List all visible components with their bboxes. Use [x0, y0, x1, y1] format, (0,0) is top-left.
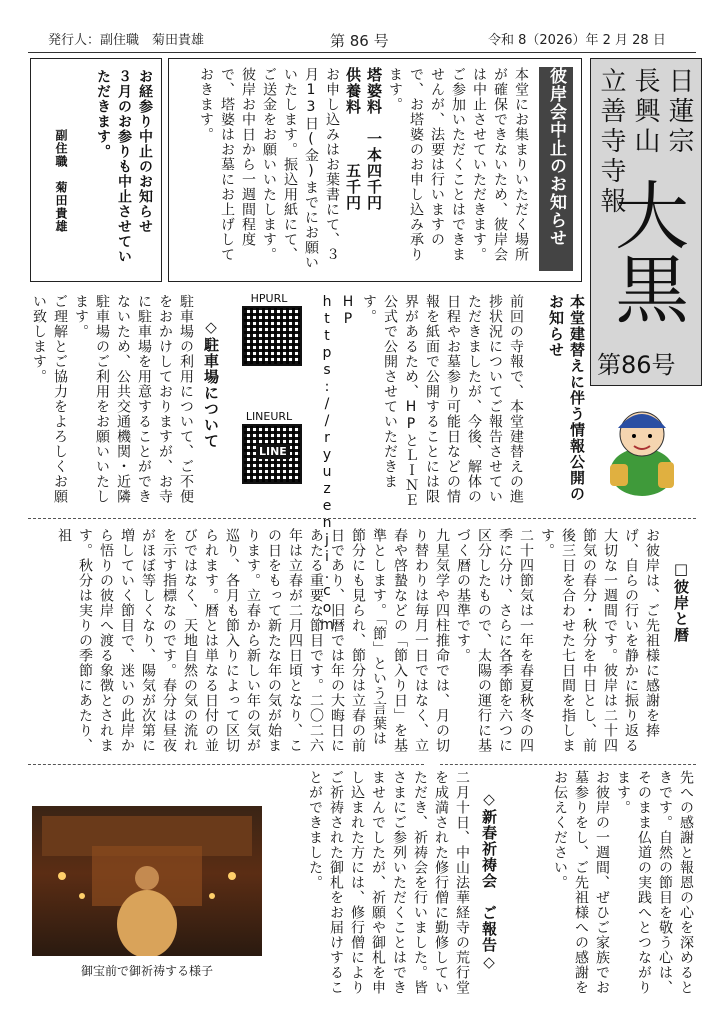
- higan-cancel-notice: [168, 58, 582, 282]
- masthead-mountain: 長興山: [630, 67, 660, 157]
- masthead-title: 大黒: [603, 177, 689, 325]
- okyo-cancel-text: ３月のお参りも中止させていただきます。: [95, 69, 132, 264]
- parking-text: 駐車場の利用について、ご不便をおかけしておりますが、お寺に駐車場を用意することができないため、公共交通機関・近隣駐車場のご利用をお願いいたします。: [73, 294, 194, 504]
- okyo-cancel-notice: [30, 58, 162, 282]
- daikoku-illustration: [604, 400, 680, 500]
- okyo-cancel-sign: 副住職 菊田貴雄: [54, 129, 68, 233]
- masthead: [590, 58, 702, 386]
- publisher-line: 発行人：副住職 菊田貴雄: [48, 33, 205, 48]
- higan-cancel-p4: 彼岸お中日から一週間程度で、塔婆はお墓にお上げしておきます。: [198, 67, 256, 262]
- prayer-body: 二月十日、中山法華経寺の荒行堂を成満された修行僧に勤修していただき、祈祷会を行いました。皆さまにご参列いただくことはできませんでしたが、祈願や御札を申し込まれた方には、修行僧によりご祈祷された御札をお届けすることができました。: [307, 770, 470, 995]
- lower-divider: [28, 764, 424, 765]
- parking-title: ◇駐車場について: [202, 318, 220, 449]
- rebuild-title: 本堂建替えに伴う情報公開のお知らせ: [547, 294, 586, 502]
- kuyo-fee: 供養料 五千円: [344, 67, 362, 211]
- higan-cancel-p1: 本堂にお集まりいただく場所が確保できないため、彼岸会は中止させていただきます。: [471, 67, 529, 262]
- higan-calendar-body: [30, 528, 662, 758]
- parking-thanks: ご理解とご協力をよろしくお願い致します。: [31, 294, 68, 504]
- higan-cancel-p3: お申し込みはお葉書にて、３月13日(金)までにお願いいたします。振込用紙にて、ご送金をお願いいたします。: [261, 67, 340, 270]
- higan-cancel-title: 彼岸会中止のお知らせ: [539, 67, 573, 271]
- masthead-issue: 第86号: [597, 351, 676, 379]
- masthead-temple: 立善寺寺報: [596, 67, 626, 217]
- line-logo-text: LINE: [256, 444, 290, 459]
- higan-cancel-p2: ご参加いただくことはできませんが、法要は行いますので、お塔婆のお申し込み承ります。: [387, 67, 466, 262]
- okyo-cancel-title: お経参り中止のお知らせ: [137, 69, 153, 234]
- section-divider: [28, 518, 696, 519]
- rebuild-body: [300, 294, 526, 634]
- hp-qr-code[interactable]: [242, 306, 302, 366]
- parking-body: [30, 294, 196, 508]
- line-qr-code[interactable]: [242, 424, 302, 484]
- higan-calendar-title: □彼岸と暦: [672, 560, 690, 643]
- hp-qr-label: HPURL: [250, 292, 288, 305]
- header-rule: [28, 52, 696, 53]
- higan-calendar-p1: お彼岸は、ご先祖様に感謝を捧げ、自らの行いを静かに振り返る大切な一週間です。彼岸は二十四節気の春分・秋分を中日とし、前後三日を合わせた七日間を指します。: [539, 528, 660, 753]
- prayer-title: ◇新春祈祷会 ご報告◇: [480, 790, 498, 972]
- higan-calendar-p5: お彼岸の一週間、ぜひご家族でお墓参りをし、ご先祖様への感謝をお伝えください。: [552, 770, 610, 995]
- higan-calendar-p2: 二十四節気は一年を春夏秋冬の四季に分け、さらに各季節を六つに区分したもので、太陽の運行に基づく暦の基準です。: [455, 528, 534, 753]
- publish-date: 令和 8（2026）年 2 月 28 日: [488, 33, 666, 48]
- rebuild-text: 前回の寺報で、本堂建替えの進捗状況についてご報告させていただきましたが、今後、解体の日程やお墓参り可能日などの情報を紙面で公開することには限界があるため、HPとＬＩＮＥ公式で公開させていただきます。: [361, 294, 524, 508]
- higan-calendar-p4: 先への感謝と報恩の心を深めるときです。自然の節目を敬う心は、そのまま仏道の実践へとつながります。: [615, 770, 694, 995]
- photo-caption: 御宝前で御祈祷する様子: [80, 964, 213, 978]
- rebuild-article: [528, 294, 588, 508]
- higan-cancel-body: [171, 67, 531, 273]
- line-qr-label: LINEURL: [245, 410, 293, 423]
- okyo-cancel-body: [37, 69, 155, 269]
- prayer-photo: [32, 806, 262, 956]
- masthead-sect: 日蓮宗: [664, 67, 694, 157]
- rebuild-url: HP https://ryuzenji.com: [319, 294, 356, 634]
- lower-divider-right: [440, 764, 696, 765]
- issue-number: 第 86 号: [330, 32, 389, 50]
- higan-calendar-p3: 九星気学や四柱推命では、月の切り替わりは毎月一日ではなく、立春や啓蟄などの「節入り日」を基準とします。「節」という言葉は節分にも見られ、節分は立春の前日であり、旧暦では年の大晦日にあたる重要な節目です。二〇二六年は立春が二月四日頃となり、この日をもって新たな年の気が始まります。立春から新しい年の気が巡り、各月も節入りによって区切られます。暦とは単なる日付の並びではなく、天地自然の気の流れを示す指標なのです。春分は昼夜がほぼ等しくなり、陽気が次第に増していく節目で、迷いの此岸から悟りの彼岸へ渡る象徴とされます。秋分は実りの季節にあたり、祖: [56, 528, 450, 753]
- toba-fee: 塔婆料 一本四千円: [365, 67, 383, 211]
- higan-calendar-continued: [528, 770, 696, 1006]
